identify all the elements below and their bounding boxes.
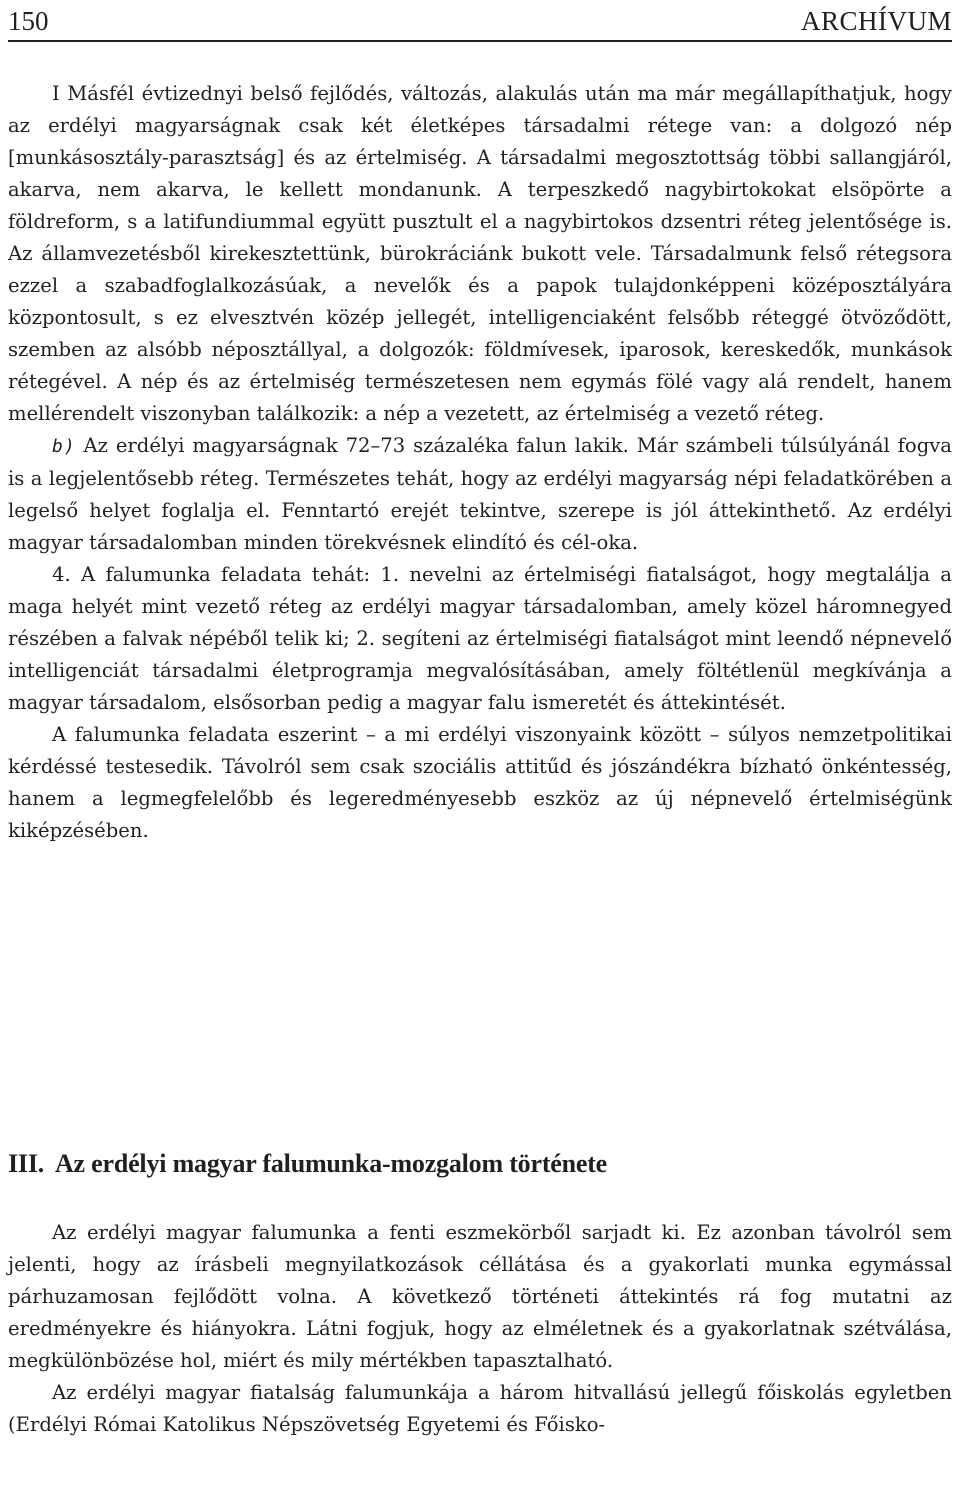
paragraph bbox=[8, 1377, 952, 1441]
paragraph-text: Az erdélyi magyar fiatalság falumunkája a három hitvallású jellegű főiskolás egyletben (Erdélyi Római Katolikus Népszövetség Egyetemi és Főisko- bbox=[8, 1381, 952, 1436]
paragraph-text: 4. A falumunka feladata tehát: 1. nevelni az értelmiségi fiatalságot, hogy megtalálja a maga helyét mint vezető réteg az erdélyi magyar társadalomban, amely közel háromnegyed részében a falvak népéből telik ki; 2. segíteni az értelmiségi fiatalságot mint leendő népnevelő intelligenciát társadalmi életprogramja megvalósításában, amely föltétlenül megkívánja a magyar társadalom, elsősorban pedig a magyar falu ismeretét és áttekintését. bbox=[8, 563, 952, 714]
paragraph-lead: b) bbox=[52, 436, 76, 457]
paragraph bbox=[8, 559, 952, 719]
section-title: Az erdélyi magyar falumunka-mozgalom története bbox=[54, 1149, 608, 1178]
page-number: 150 bbox=[8, 6, 49, 36]
paragraph-text: I Másfél évtizednyi belső fejlődés, változás, alakulás után ma már megállapíthatjuk, hogy az erdélyi magyarságnak csak két életképes társadalmi rétege van: a dolgozó nép [munkásosztály-parasztság] és az értelmiség. A társadalmi megosztottság többi sallangjáról, akarva, nem akarva, le kellett mondanunk. A terpeszkedő nagybirtokokat elsöpörte a földreform, s a latifundiummal együtt pusztult el a nagybirtokos dzsentri réteg jelentősége is. Az államvezetésből kirekesztettünk, bürokráciánk bukott vele. Társadalmunk felső rétegsora ezzel a szabadfoglalkozásúak, a nevelők és a papok tulajdonképpeni középosztályára központosult, s ez elvesztvén közép jellegét, intelligenciaként felsőbb réteggé ötvöződött, szemben az alsóbb néposztállyal, a dolgozók: földmívesek, iparosok, kereskedők, munkások rétegével. A nép és az értelmiség természetesen nem egymás fölé vagy alá rendelt, hanem mellérendelt viszonyban találkozik: a nép a vezetett, az értelmiség a vezető réteg. bbox=[8, 82, 952, 425]
paragraph bbox=[8, 430, 952, 559]
section-number: III. bbox=[8, 1149, 45, 1178]
paragraph-text: A falumunka feladata eszerint – a mi erdélyi viszonyaink között – súlyos nemzetpolitikai kérdéssé testesedik. Távolról sem csak szociális attitűd és jószándékra bízható önkéntesség, hanem a legmegfelelőbb és legeredményesebb eszköz az új népnevelő értelmiségünk kiképzésében. bbox=[8, 723, 952, 842]
paragraph-text: Az erdélyi magyar falumunka a fenti eszmekörből sarjadt ki. Ez azonban távolról sem jelenti, hogy az írásbeli megnyilatkozások céllátása és a gyakorlati munka egymással párhuzamosan fejlődött volna. A következő történeti áttekintés rá fog mutatni az eredményekre és hiányokra. Látni fogjuk, hogy az elméletnek és a gyakorlatnak szétválása, megkülönbözése hol, miért és mily mértékben tapasztalható. bbox=[8, 1221, 952, 1372]
paragraph bbox=[8, 1217, 952, 1377]
paragraph-text: Az erdélyi magyarságnak 72–73 százaléka falun lakik. Már számbeli túlsúlyánál fogva is a legjelentősebb réteg. Természetes tehát, hogy az erdélyi magyarság népi feladatkörében a legelső helyet foglalja el. Fenntartó erejét tekintve, szerepe is jól áttekinthető. Az erdélyi magyar társadalomban minden törekvésnek elindító és cél-oka. bbox=[8, 434, 952, 554]
running-head: ARCHÍVUM bbox=[800, 6, 952, 36]
paragraph bbox=[8, 78, 952, 430]
body-text-block bbox=[8, 1217, 952, 1441]
section-heading bbox=[8, 1146, 607, 1182]
body-text-block bbox=[8, 78, 952, 847]
paragraph bbox=[8, 719, 952, 847]
page-header bbox=[8, 4, 952, 42]
